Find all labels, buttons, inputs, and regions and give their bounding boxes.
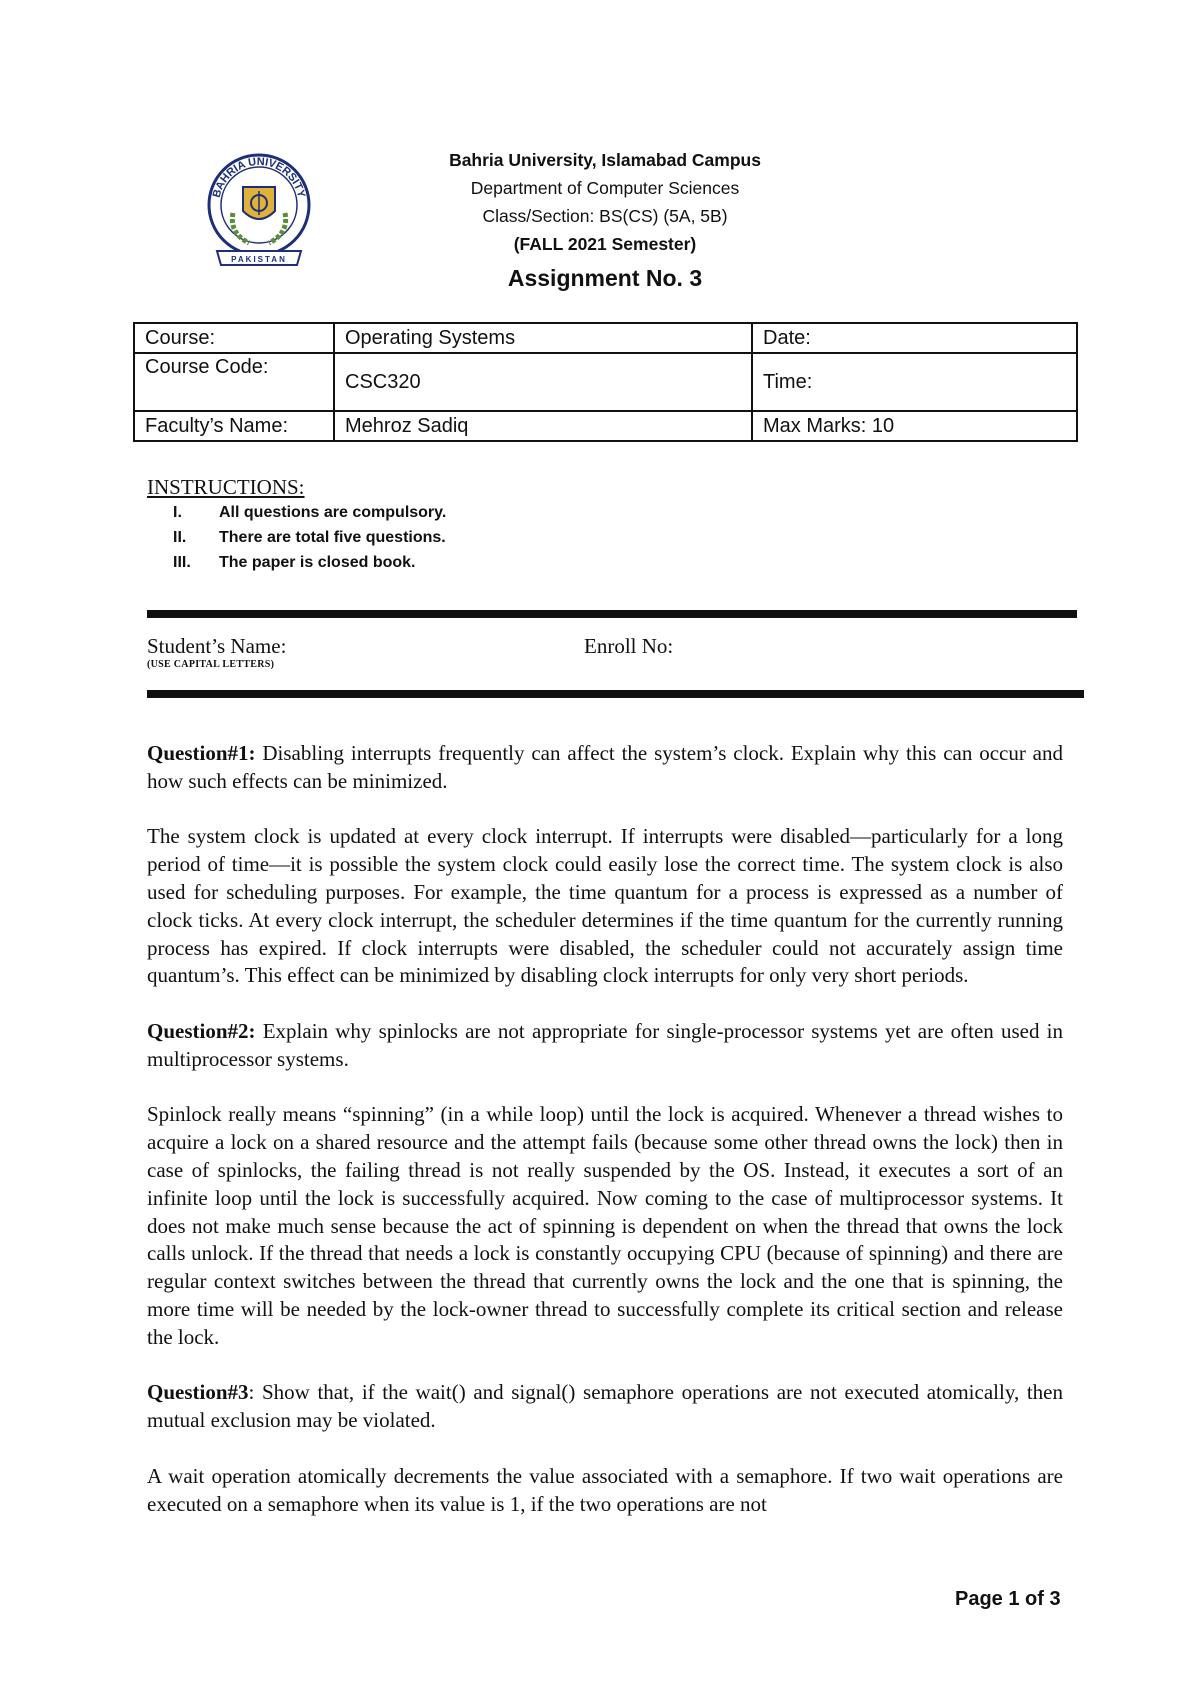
- date-label: Date:: [752, 323, 1077, 353]
- document-header: [345, 146, 865, 296]
- list-item: [147, 550, 446, 575]
- instructions-list: [147, 500, 446, 575]
- course-value: Operating Systems: [334, 323, 752, 353]
- instruction-number: II.: [173, 528, 187, 546]
- course-label: Course:: [134, 323, 334, 353]
- department-name: Department of Computer Sciences: [470, 178, 740, 198]
- question-label: Question#3: [147, 1380, 249, 1405]
- instruction-number: I.: [173, 503, 182, 521]
- faculty-label: Faculty’s Name:: [134, 411, 334, 441]
- question-1: [147, 740, 1063, 796]
- student-name-note: (USE CAPITAL LETTERS): [147, 659, 275, 670]
- question-text: Explain why spinlocks are not appropriate for single-processor systems yet are often used in multiprocessor systems.: [147, 1018, 1063, 1071]
- divider-top: [147, 610, 1077, 618]
- time-label: Time:: [752, 353, 1077, 411]
- question-text: : Show that, if the wait() and signal() semaphore operations are not executed atomically, then mutual exclusion may be violated.: [147, 1380, 1063, 1433]
- table-row: [134, 323, 1077, 353]
- logo-bottom-text: PAKISTAN: [231, 255, 287, 264]
- table-row: [134, 411, 1077, 441]
- question-label: Question#1:: [147, 741, 256, 765]
- semester: (FALL 2021 Semester): [513, 234, 697, 254]
- instruction-number: III.: [173, 553, 191, 571]
- questions-section: [147, 740, 1063, 1546]
- instruction-text: There are total five questions.: [219, 528, 446, 546]
- divider-bottom: [147, 690, 1084, 698]
- course-code-value: CSC320: [334, 353, 752, 411]
- answer-2: Spinlock really means “spinning” (in a while loop) until the lock is acquired. Whenever a thread wishes to acquire a lock on a shared resource and the attempt fails (because some other thread owns the lock) then in case of spinlocks, the failing thread is not really suspended by the OS. Instead, it executes a sort of an infinite loop until the lock is successfully acquired. Now coming to the case of multiprocessor systems. It does not make much sense because the act of spinning is dependent on when the thread that owns the lock calls unlock. If the thread that needs a lock is constantly occupying CPU (because of spinning) and there are regular context switches between the thread that currently owns the lock and the one that is spinning, the more time will be needed by the lock-owner thread to successfully complete its critical section and release the lock.: [147, 1102, 1063, 1349]
- question-label: Question#2:: [147, 1018, 256, 1043]
- table-row: [134, 353, 1077, 411]
- question-3: [147, 1379, 1063, 1435]
- answer-1: The system clock is updated at every clock interrupt. If interrupts were disabled—particularly for a long period of time—it is possible the system clock could easily lose the correct time. The system clock is also used for scheduling purposes. For example, the time quantum for a process is expressed as a number of clock ticks. At every clock interrupt, the scheduler determines if the time quantum for the currently running process has expired. If clock interrupts were disabled, the scheduler could not accurately assign time quantum’s. This effect can be minimized by disabling clock interrupts for only very short periods.: [147, 824, 1063, 988]
- question-text: Disabling interrupts frequently can affect the system’s clock. Explain why this can occur and how such effects can be minimized.: [147, 741, 1063, 793]
- class-section: Class/Section: BS(CS) (5A, 5B): [482, 206, 728, 226]
- list-item: [147, 500, 446, 525]
- university-logo: [205, 143, 313, 279]
- list-item: [147, 525, 446, 550]
- instructions-title: INSTRUCTIONS:: [147, 475, 305, 499]
- student-name-label: Student’s Name:: [147, 634, 287, 658]
- enroll-number-label: Enroll No:: [584, 634, 674, 658]
- page-number: Page 1 of 3: [955, 1588, 1061, 1610]
- faculty-value: Mehroz Sadiq: [334, 411, 752, 441]
- course-code-label: Course Code:: [134, 353, 334, 411]
- answer-3: A wait operation atomically decrements the value associated with a semaphore. If two wait operations are executed on a semaphore when its value is 1, if the two operations are not: [147, 1463, 1063, 1516]
- max-marks: Max Marks: 10: [752, 411, 1077, 441]
- course-info-table: [133, 322, 1078, 442]
- instruction-text: All questions are compulsory.: [219, 503, 447, 521]
- university-name: Bahria University, Islamabad Campus: [449, 150, 761, 170]
- logo-top-text: BAHRIA UNIVERSITY: [210, 155, 308, 199]
- assignment-title: Assignment No. 3: [507, 265, 703, 291]
- instruction-text: The paper is closed book.: [219, 553, 416, 571]
- question-2: [147, 1018, 1063, 1074]
